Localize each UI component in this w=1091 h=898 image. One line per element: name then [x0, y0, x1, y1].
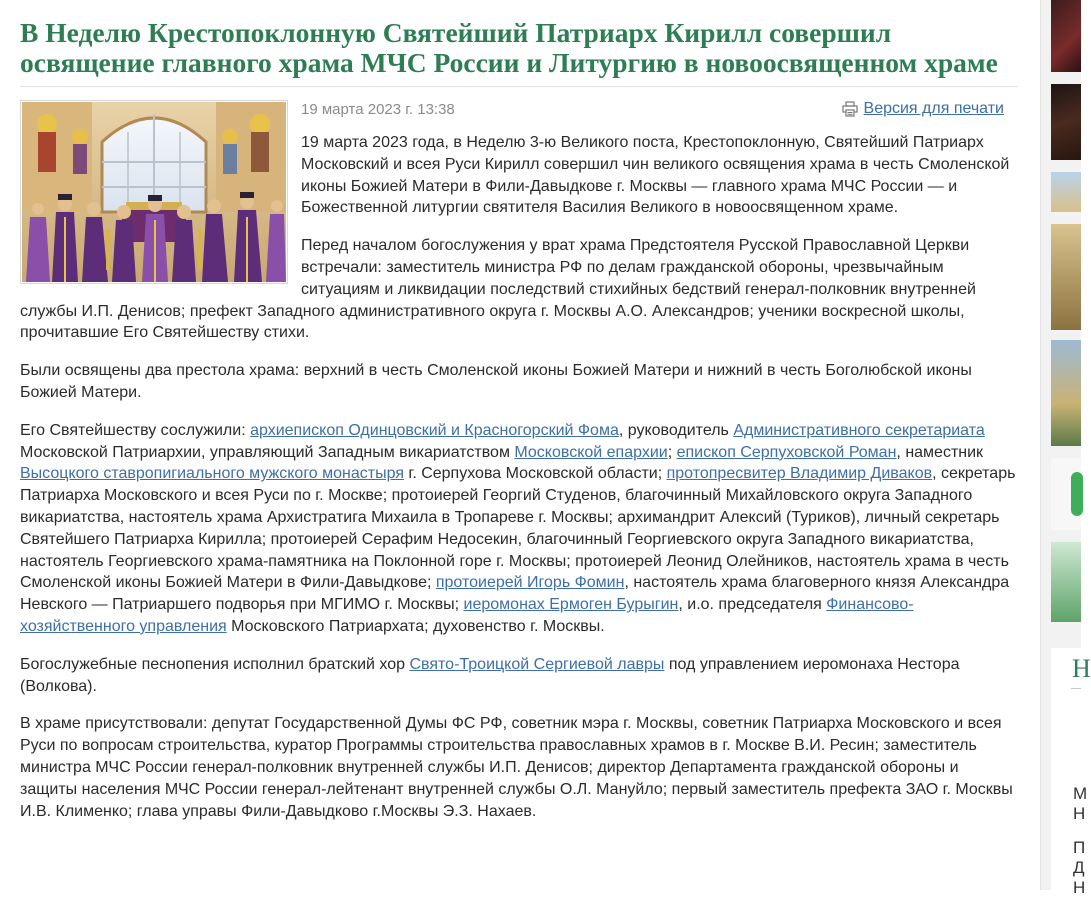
text: под управлением иеромонаха Нестора (Волкова).: [20, 655, 960, 695]
link-trinity-lavra[interactable]: Свято-Троицкой Сергиевой лавры: [409, 655, 665, 673]
publish-date: 19 марта 2023 г. 13:38: [301, 100, 455, 118]
right-sidebar: [1040, 0, 1091, 897]
paragraph-2: Перед началом богослужения у врат храма Предстоятеля Русской Православной Церкви встречали: заместитель министра РФ по делам гражданской обороны, чрезвычайным ситуациям и ликвидации последствий стихийных бедствий генерал-полковник внутренней службы И.П. Денисов; префект Западного административного округа г. Москвы А.О. Александров; ученики воскресной школы, прочитавшие Его Святейшеству стихи.: [20, 237, 976, 342]
sidebar-thumb-3[interactable]: [1051, 172, 1081, 212]
card-heading: Н: [1072, 654, 1091, 683]
text: , наместник: [896, 443, 984, 461]
text: Богослужебные песнопения исполнил братский хор: [20, 655, 410, 673]
link-igor-fomin[interactable]: протоиерей Игорь Фомин: [435, 574, 625, 592]
card-line: Н: [1073, 804, 1086, 823]
print-version[interactable]: [842, 100, 1004, 118]
link-moscow-diocese[interactable]: Московской епархии: [514, 443, 668, 461]
text: , секретарь Патриарха Московского и всея Руси по г. Москве; протоиерей Георгий Студенов, благочинный Михайловского округа Западного викариатства, настоятель храма Архистратига Михаила в Тропареве г. Москвы; архимандрит Алексий (Туриков), личный секретарь Святейшего Патриарха Кирилла; протоиерей Серафим Недосекин, благочинный Георгиевского округа Западного викариатства, настоятель Георгиевского храма-памятника на Поклонной горе г. Москвы; протоиерей Леонид Олейников, настоятель храма в честь Смоленской иконы Божией Матери в Фили-Давыдкове;: [20, 465, 1016, 592]
text: ;: [667, 443, 677, 461]
link-bishop-roman[interactable]: епископ Серпуховской Роман: [676, 443, 897, 461]
sidebar-thumb-4[interactable]: [1051, 224, 1081, 330]
text: г. Серпухова Московской области;: [403, 465, 667, 483]
card-line: П: [1073, 838, 1086, 857]
sidebar-thumb-1[interactable]: [1051, 0, 1081, 72]
article-photo[interactable]: [20, 100, 288, 284]
sidebar-thumb-2[interactable]: [1051, 84, 1081, 160]
link-vysotsky-monastery[interactable]: Высоцкого ставропигиального мужского монастыря: [20, 465, 404, 483]
paragraph-4: [20, 420, 1018, 638]
sidebar-thumb-5[interactable]: [1051, 340, 1081, 446]
paragraph-1: 19 марта 2023 года, в Неделю 3-ю Великого поста, Крестопоклонную, Святейший Патриарх Московский и всея Руси Кирилл совершил чин великого освящения храма в честь Смоленской иконы Божией Матери в Фили-Давыдкове г. Москвы — главного храма МЧС России — и Божественной литургии святителя Василия Великого в новоосвященном храме.: [301, 134, 1010, 217]
card-line: Д: [1073, 858, 1085, 877]
photo-of-clergy-in-church-icon: [22, 102, 286, 282]
green-badge-icon: [1071, 472, 1083, 516]
sidebar-thumb-6[interactable]: [1051, 458, 1081, 530]
text: , руководитель: [618, 421, 734, 439]
text: Московской Патриархии, управляющий Западным викариатством: [20, 443, 515, 461]
link-financial-department[interactable]: Финансово-хозяйственного управления: [20, 596, 914, 635]
text: , настоятель храма благоверного князя Александра Невского — Патриаршего подворья при МГИМО г. Москвы;: [20, 574, 1010, 614]
card-line: Н: [1073, 878, 1086, 897]
printer-icon[interactable]: [842, 101, 858, 117]
paragraph-6: В храме присутствовали: депутат Государственной Думы ФС РФ, советник мэра г. Москвы, советник Патриарха Московского и всея Руси по вопросам строительства, куратор Программы строительства православных храмов в г. Москве В.И. Ресин; заместитель министра МЧС России генерал-полковник внутренней службы И.П. Денисов; директор Департамента гражданской обороны и защиты населения МЧС России генерал-лейтенант внутренней службы О.Л. Мануйло; первый заместитель префекта ЗАО г. Москвы И.В. Клименко; глава управы Фили-Давыдково г.Москвы Э.З. Нахаев.: [20, 715, 1013, 820]
article: [20, 0, 1018, 838]
print-version-link[interactable]: Версия для печати: [863, 100, 1004, 117]
paragraph-5: [20, 654, 1018, 698]
article-title: В Неделю Крестопоклонную Святейший Патриарх Кирилл совершил освящение главного храма МЧС России и Литургию в новоосвященном храме: [20, 18, 1018, 87]
link-administrative-secretariat[interactable]: Административного секретариата: [733, 421, 985, 439]
text: , и.о. председателя: [678, 596, 827, 614]
divider: [1071, 688, 1081, 689]
text: Его Святейшеству сослужили:: [20, 421, 251, 439]
link-archbishop-foma[interactable]: архиепископ Одинцовский и Красногорский Фома: [250, 421, 619, 439]
card-line: М: [1073, 784, 1088, 803]
paragraph-3: Были освящены два престола храма: верхний в честь Смоленской иконы Божией Матери и нижний в честь Боголюбской иконы Божией Матери.: [20, 362, 972, 401]
link-ermogen-burygin[interactable]: иеромонах Ермоген Бурыгин: [463, 596, 679, 614]
link-vladimir-divakov[interactable]: протопресвитер Владимир Диваков: [666, 465, 933, 483]
date-line: [301, 97, 1018, 121]
text: Московского Патриархата; духовенство г. Москвы.: [226, 617, 605, 635]
sidebar-thumb-7[interactable]: [1051, 542, 1081, 622]
sidebar-news-card: [1051, 648, 1091, 897]
